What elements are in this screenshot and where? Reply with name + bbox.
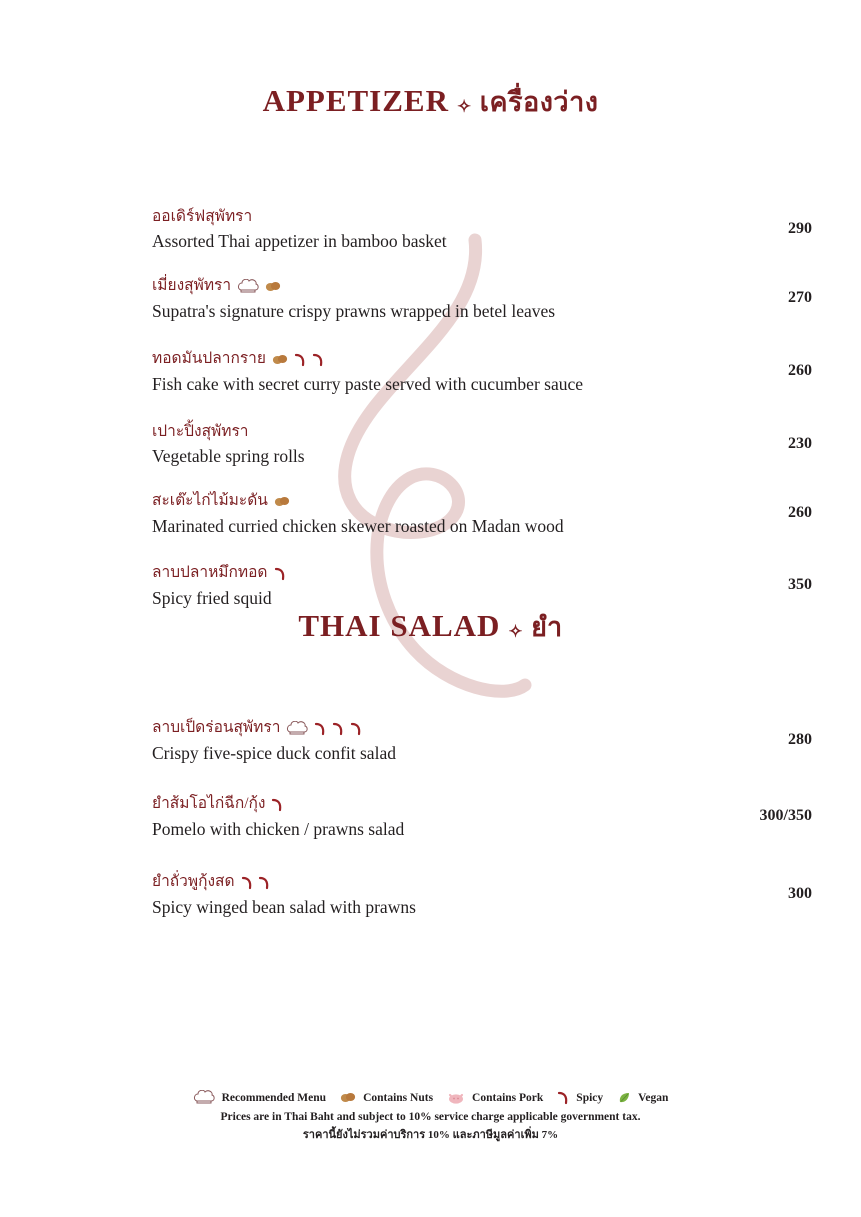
menu-item-icons — [271, 793, 285, 815]
menu-item-icons — [286, 717, 364, 739]
menu-item — [152, 421, 812, 470]
menu-item-thai-name — [152, 717, 676, 740]
section-title-thai-salad — [0, 605, 861, 648]
menu-item-english-name: Assorted Thai appetizer in bamboo basket — [152, 231, 447, 252]
menu-item-thai-label: ลาบปลาหมึกทอด — [152, 564, 268, 581]
menu-item-text — [152, 717, 692, 766]
menu-item-text — [152, 490, 692, 539]
chef-hat-icon — [193, 1090, 215, 1105]
footer-note-thai: ราคานี้ยังไม่รวมค่าบริการ 10% และภาษีมูลค่าเพิ่ม 7% — [302, 1129, 559, 1141]
footer-note-english: Prices are in Thai Baht and subject to 10% service charge applicable government tax. — [220, 1111, 641, 1123]
menu-item — [152, 206, 812, 255]
menu-item-price: 280 — [788, 731, 812, 748]
menu-item-thai-label: ลาบเป็ดร่อนสุพัทรา — [152, 719, 281, 736]
chili-icon — [271, 798, 283, 812]
chef-hat-icon — [286, 721, 308, 736]
peanut-icon — [340, 1091, 356, 1105]
menu-item — [152, 871, 812, 920]
chef-hat-icon — [237, 279, 259, 294]
menu-item-icons — [272, 348, 326, 370]
diamond-icon: ✧ — [508, 622, 524, 642]
menu-item-thai-name — [152, 348, 676, 371]
menu-item-thai-label: สะเต๊ะไก่ไม้มะดัน — [152, 492, 268, 509]
menu-item-english-name: Crispy five-spice duck confit salad — [152, 742, 396, 763]
menu-item-thai-name — [152, 871, 676, 894]
menu-item — [152, 348, 812, 397]
menu-item-english-name: Marinated curried chicken skewer roasted on Madan wood — [152, 515, 564, 536]
pork-icon — [447, 1091, 465, 1105]
section-title-salad-en: THAI SALAD — [298, 608, 501, 643]
chili-icon — [274, 567, 286, 581]
menu-item-thai-name — [152, 562, 676, 585]
menu-item-thai-label: ยำถั่วพูกุ้งสด — [152, 873, 235, 890]
leaf-icon — [617, 1091, 631, 1105]
legend-label: Vegan — [638, 1091, 669, 1104]
menu-item-thai-label: ทอดมันปลากราย — [152, 350, 266, 367]
menu-item-icons — [274, 562, 288, 584]
peanut-icon — [274, 495, 290, 509]
menu-item-text — [152, 275, 692, 324]
section-title-salad-th: ยำ — [531, 612, 563, 642]
menu-item — [152, 717, 812, 766]
legend-item-recommended — [193, 1090, 326, 1105]
menu-item-icons — [241, 871, 273, 893]
chili-icon — [258, 876, 270, 890]
menu-item — [152, 490, 812, 539]
menu-item-icons — [237, 275, 283, 297]
section-title-appetizer-en: APPETIZER — [262, 83, 449, 118]
menu-item-price: 230 — [788, 435, 812, 452]
chili-icon — [557, 1091, 569, 1105]
menu-item-thai-name: ออเดิร์ฟสุพัทรา — [152, 208, 253, 225]
legend-item-pork — [447, 1091, 543, 1105]
legend — [0, 1090, 861, 1105]
legend-item-spicy — [557, 1091, 603, 1105]
section-title-appetizer-th: เครื่องว่าง — [479, 87, 599, 117]
menu-item-english-name: Fish cake with secret curry paste served with cucumber sauce — [152, 373, 584, 394]
menu-item-thai-label: เมี่ยงสุพัทรา — [152, 277, 232, 294]
menu-item-thai-name: เปาะปิ้งสุพัทรา — [152, 423, 249, 440]
menu-footer — [0, 1090, 861, 1143]
peanut-icon — [272, 353, 288, 367]
chili-icon — [350, 722, 362, 736]
menu-item-text — [152, 871, 692, 920]
menu-item-text — [152, 793, 692, 842]
menu-item-thai-name — [152, 793, 676, 816]
section-title-appetizer — [0, 80, 861, 123]
legend-label: Recommended Menu — [221, 1091, 327, 1104]
legend-item-nuts — [340, 1091, 433, 1105]
chili-icon — [241, 876, 253, 890]
menu-item-price: 260 — [788, 504, 812, 521]
menu-item-english-name: Spicy fried squid — [152, 587, 272, 608]
menu-item-text — [152, 348, 692, 397]
peanut-icon — [265, 280, 281, 294]
menu-item-price: 350 — [788, 576, 812, 593]
menu-item-english-name: Supatra's signature crispy prawns wrapped in betel leaves — [152, 300, 556, 321]
menu-item — [152, 793, 812, 842]
menu-item-text — [152, 562, 692, 611]
legend-item-vegan — [617, 1091, 668, 1105]
chili-icon — [332, 722, 344, 736]
menu-item-thai-name — [152, 490, 676, 513]
diamond-icon: ✧ — [456, 97, 472, 117]
menu-item-text — [152, 421, 692, 470]
menu-item-price: 300/350 — [759, 807, 812, 824]
menu-item-price: 270 — [788, 289, 812, 306]
menu-item-thai-name — [152, 275, 676, 298]
menu-item-price: 260 — [788, 362, 812, 379]
menu-item-icons — [274, 490, 292, 512]
menu-item-thai-label: ยำส้มโอไก่ฉีก/กุ้ง — [152, 795, 266, 812]
menu-item — [152, 562, 812, 611]
menu-item-english-name: Vegetable spring rolls — [152, 446, 305, 467]
chili-icon — [312, 353, 324, 367]
chili-icon — [294, 353, 306, 367]
menu-item — [152, 275, 812, 324]
legend-label: Contains Pork — [472, 1091, 544, 1104]
menu-item-price: 300 — [788, 885, 812, 902]
menu-item-text — [152, 206, 692, 255]
menu-item-english-name: Spicy winged bean salad with prawns — [152, 896, 416, 917]
menu-item-english-name: Pomelo with chicken / prawns salad — [152, 818, 405, 839]
menu-item-price: 290 — [788, 220, 812, 237]
chili-icon — [314, 722, 326, 736]
legend-label: Spicy — [576, 1091, 604, 1104]
legend-label: Contains Nuts — [363, 1091, 434, 1104]
